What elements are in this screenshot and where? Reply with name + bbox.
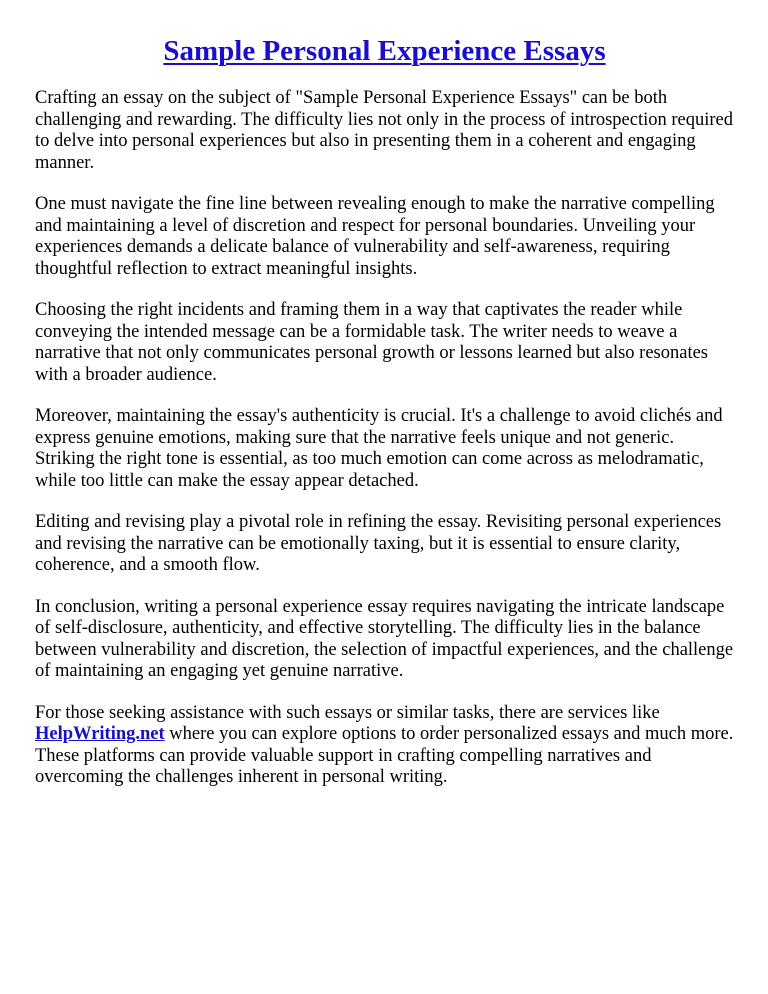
paragraph-authenticity: Moreover, maintaining the essay's authenticity is crucial. It's a challenge to avoid clichés and express genuine emotions, making sure that the narrative feels unique and not generic. Striking the right tone is essential, as too much emotion can come across as melodramatic, while too little can make the essay appear detached. bbox=[35, 406, 723, 491]
paragraph-closing bbox=[35, 703, 734, 789]
paragraph-incidents: Choosing the right incidents and framing them in a way that captivates the reader while conveying the intended message can be a formidable task. The writer needs to weave a narrative that not only communicates personal growth or lessons learned but also resonates with a broader audience. bbox=[35, 300, 709, 385]
paragraph-intro: Crafting an essay on the subject of "Sample Personal Experience Essays" can be both challenging and rewarding. The difficulty lies not only in the process of introspection required to delve into personal experiences but also in presenting them in a coherent and engaging manner. bbox=[35, 88, 734, 173]
helpwriting-link[interactable]: HelpWriting.net bbox=[35, 724, 165, 744]
paragraph-editing: Editing and revising play a pivotal role in refining the essay. Revisiting personal experiences and revising the narrative can be emotionally taxing, but it is essential to ensure clarity, coherence, and a smooth flow. bbox=[35, 512, 722, 575]
paragraph-balance: One must navigate the fine line between revealing enough to make the narrative compelling and maintaining a level of discretion and respect for personal boundaries. Unveiling your experiences demands a delicate balance of vulnerability and self-awareness, requiring thoughtful reflection to extract meaningful insights. bbox=[35, 194, 715, 279]
closing-text-after-link: where you can explore options to order personalized essays and much more. These platforms can provide valuable support in crafting compelling narratives and overcoming the challenges inherent in personal writing. bbox=[35, 724, 734, 787]
paragraph-conclusion: In conclusion, writing a personal experience essay requires navigating the intricate landscape of self-disclosure, authenticity, and effective storytelling. The difficulty lies in the balance between vulnerability and discretion, the selection of impactful experiences, and the challenge of maintaining an engaging yet genuine narrative. bbox=[35, 596, 734, 681]
page-title bbox=[35, 34, 734, 68]
closing-text-before-link: For those seeking assistance with such essays or similar tasks, there are services like bbox=[35, 702, 660, 723]
title-link[interactable]: Sample Personal Experience Essays bbox=[163, 35, 606, 67]
